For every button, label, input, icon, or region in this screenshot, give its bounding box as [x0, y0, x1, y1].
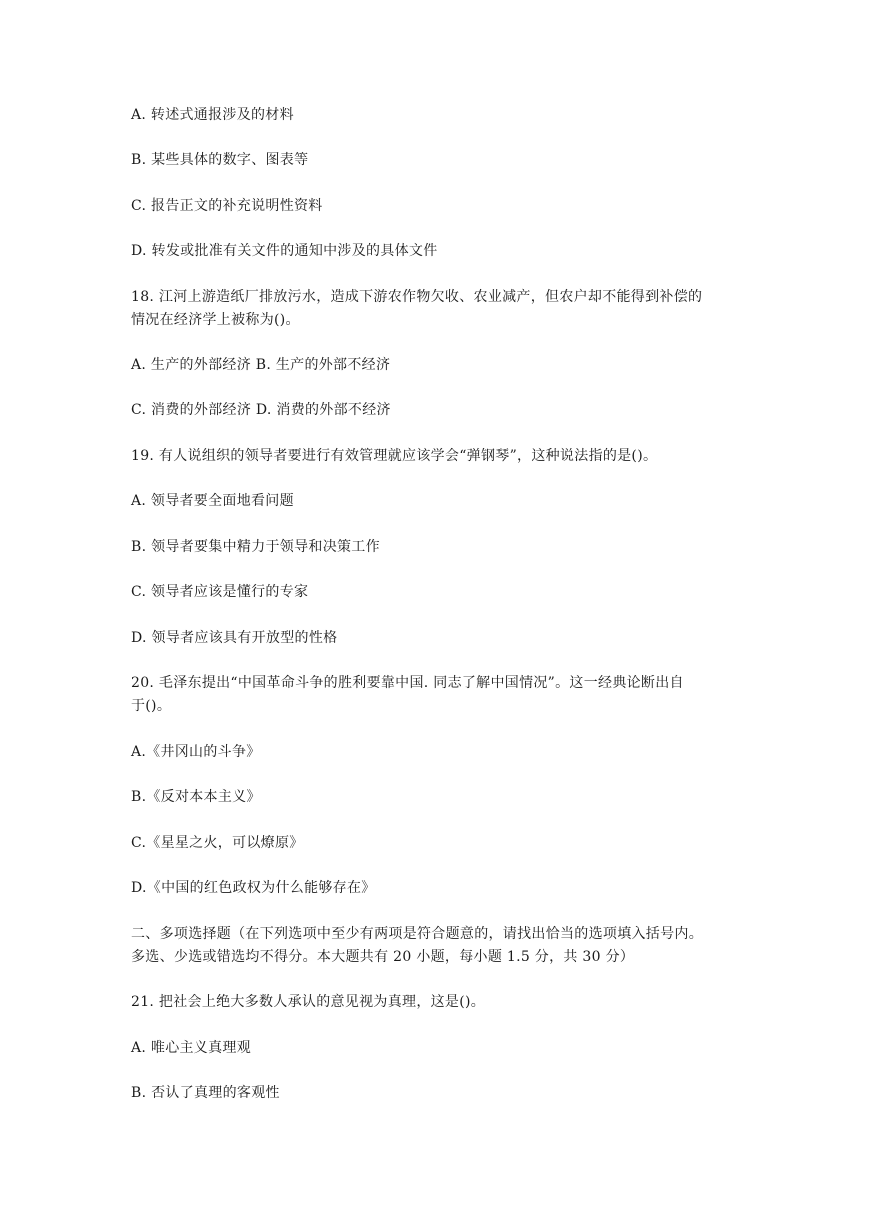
section-heading-line-2: 多选、少选或错选均不得分。本大题共有 20 小题，每小题 1.5 分，共 30 分）: [131, 949, 635, 965]
q19-option-a: A. 领导者要全面地看问题: [131, 493, 294, 509]
q18-question-line-2: 情况在经济学上被称为()。: [131, 312, 300, 328]
q18-options-cd: C. 消费的外部经济 D. 消费的外部不经济: [131, 402, 391, 418]
q21-question: 21. 把社会上绝大多数人承认的意见视为真理，这是()。: [131, 994, 486, 1010]
q21-option-b: B. 否认了真理的客观性: [131, 1085, 280, 1101]
q21-option-a: A. 唯心主义真理观: [131, 1040, 252, 1056]
q18-question-line-1: 18. 江河上游造纸厂排放污水，造成下游农作物欠收、农业减产，但农户却不能得到补偿的: [131, 289, 703, 305]
q20-question-line-1: 20. 毛泽东提出“中国革命斗争的胜利要靠中国. 同志了解中国情况”。这一经典论断出自: [131, 675, 684, 691]
q19-option-c: C. 领导者应该是懂行的专家: [131, 584, 309, 600]
q19-option-d: D. 领导者应该具有开放型的性格: [131, 630, 338, 646]
q17-option-c: C. 报告正文的补充说明性资料: [131, 198, 323, 214]
q20-option-b: B.《反对本本主义》: [131, 789, 261, 805]
q20-option-c: C.《星星之火，可以燎原》: [131, 835, 304, 851]
q19-option-b: B. 领导者要集中精力于领导和决策工作: [131, 539, 380, 555]
q19-question: 19. 有人说组织的领导者要进行有效管理就应该学会“弹钢琴”，这种说法指的是()。: [131, 448, 658, 464]
q20-option-d: D.《中国的红色政权为什么能够存在》: [131, 880, 376, 896]
section-heading-line-1: 二、多项选择题（在下列选项中至少有两项是符合题意的，请找出恰当的选项填入括号内。: [131, 926, 703, 942]
q17-option-a: A. 转述式通报涉及的材料: [131, 107, 294, 123]
q18-options-ab: A. 生产的外部经济 B. 生产的外部不经济: [131, 357, 391, 373]
q17-option-b: B. 某些具体的数字、图表等: [131, 152, 309, 168]
q20-option-a: A.《井冈山的斗争》: [131, 744, 261, 760]
q20-question-line-2: 于()。: [131, 698, 172, 714]
q17-option-d: D. 转发或批准有关文件的通知中涉及的具体文件: [131, 243, 438, 259]
